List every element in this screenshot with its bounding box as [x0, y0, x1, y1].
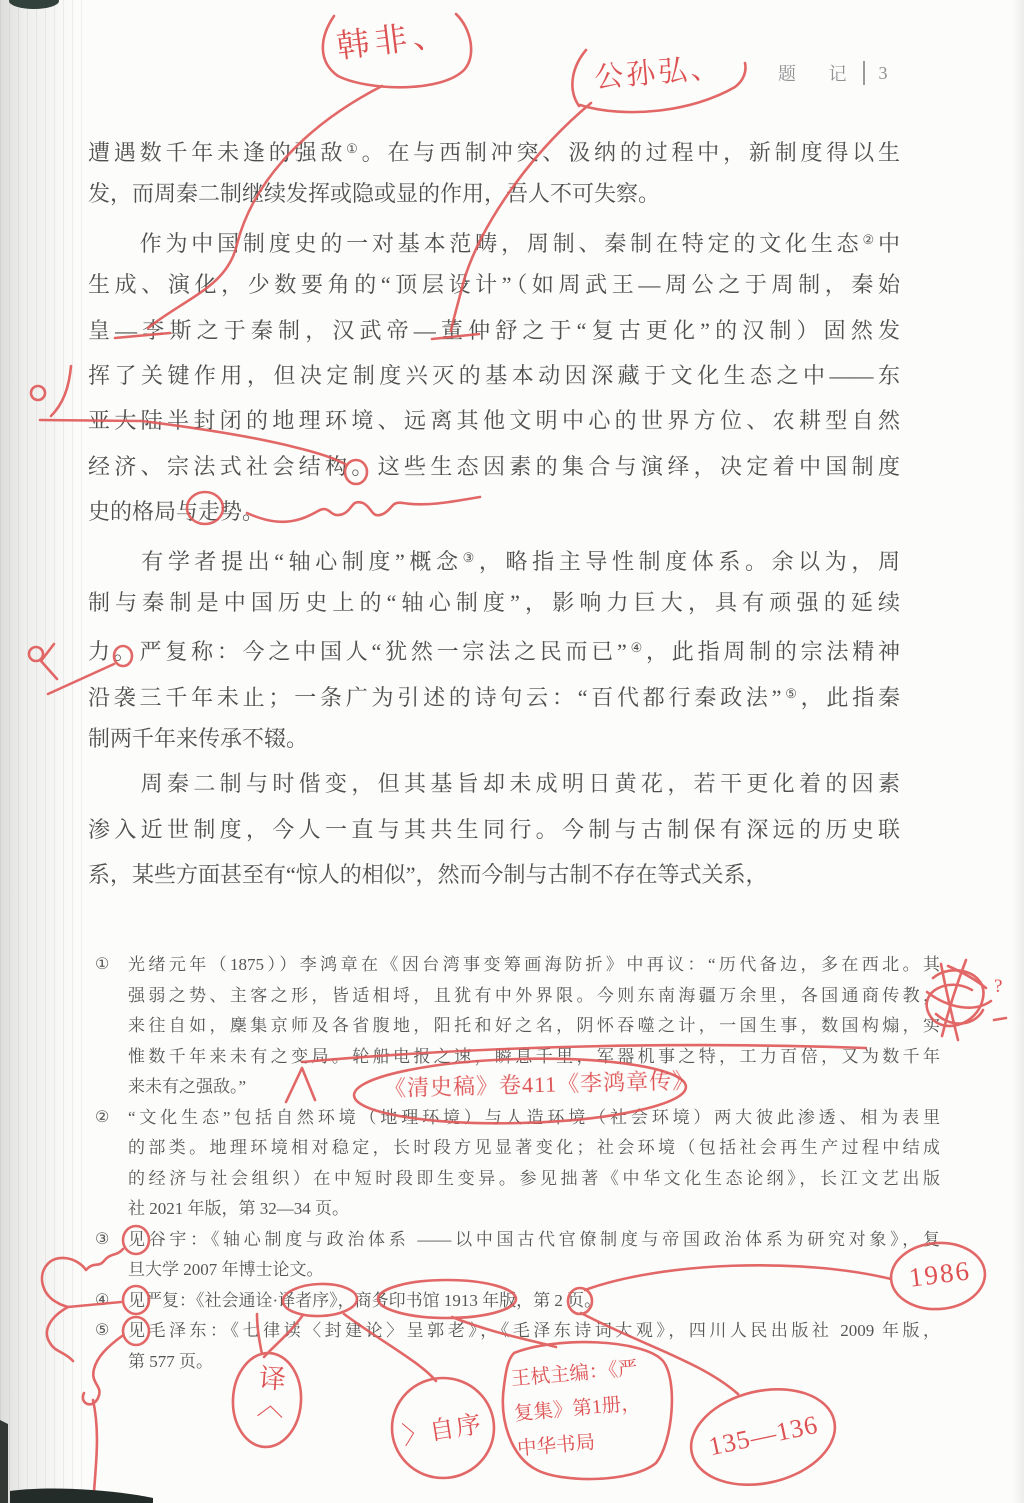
footnote-line: 见谷宇：《轴心制度与政治体系 ——以中国古代官僚制度与帝国政治体系为研究对象》，复 [128, 1229, 940, 1249]
handwritten-note-yi: 译〈 [252, 1362, 286, 1419]
body-line: 遭遇数千年未逢的强敌①。在与西制冲突、汲纳的过程中，新制度得以生 [88, 140, 900, 165]
margin-scribble-line4 [936, 1010, 983, 1024]
body-line: 经济、宗法式社会结构。这些生态因素的集合与演绎，决定着中国制度 [88, 453, 900, 479]
body-line: 皇—李斯之于秦制，汉武帝—董仲舒之于“复古更化”的汉制）固然发 [88, 317, 900, 343]
footnote-marker: ⑤ [95, 1322, 110, 1339]
footnote-marker: ② [95, 1108, 110, 1126]
margin-scribble-line1 [941, 964, 958, 1040]
footnote-line: 来未有之强敌。” [128, 1077, 247, 1096]
body-line: 史的格局与走势。 [88, 499, 265, 525]
footnote-line: 旦大学 2007 年博士论文。 [128, 1260, 324, 1279]
footnote-line: 的部类。地理环境相对稳定，长时段方见显著变化；社会环境（包括社会再生产过程中结成 [128, 1138, 940, 1157]
body-line: 沿袭三千年未止；一条广为引述的诗句云：“百代都行秦政法”⑤，此指秦 [88, 684, 900, 710]
body-line: 发，而周秦二制继续发挥或隐或显的作用，吾人不可失察。 [88, 181, 661, 207]
body-line: 生成、演化，少数要角的“顶层设计”（如周武王—周公之于周制，秦始 [88, 272, 900, 298]
book-binding-shadow [0, 0, 84, 1503]
handwritten-note-hanfei: 韩非、 [334, 16, 453, 66]
body-line: 挥了关键作用，但决定制度兴灭的基本动因深藏于文化生态之中——东 [88, 362, 900, 388]
footnote-line: 惟数千年来未有之变局。轮船电报之速，瞬息千里，军器机事之特，工力百倍，又为数千年 [128, 1046, 940, 1066]
handwritten-question-mark: ? [994, 976, 1003, 997]
footnote-line: 社 2021 年版，第 32—34 页。 [128, 1199, 349, 1218]
footnote-marker: ③ [95, 1230, 110, 1248]
footnote-marker: ④ [95, 1291, 110, 1309]
body-line: 系，某些方面甚至有“惊人的相似”，然而今制与古制不存在等式关系， [88, 862, 768, 888]
footnote-line: 的经济与社会组织）在中短时段即生变异。参见拙著《中华文化生态论纲》，长江文艺出版 [128, 1168, 940, 1188]
footnote-line: “文化生态”包括自然环境（地理环境）与人造环境（社会环境）两大彼此渗透、相为表里 [128, 1107, 940, 1127]
footnote-line: 见严复：《社会通诠·译者序》，商务印书馆 1913 年版，第 2 页。 [128, 1290, 602, 1310]
margin-scribble-line2 [942, 960, 966, 1036]
page-right-edge-shadow [1012, 0, 1024, 1503]
footnote-line: 第 577 页。 [128, 1351, 213, 1371]
body-line: 渗入近世制度，今人一直与其共生同行。今制与古制保有深远的历史联 [88, 816, 900, 842]
margin-web-long-line [93, 1400, 97, 1492]
footnote-line: 光绪元年（1875））李鸿章在《因台湾事变筹画海防折》中再议：“历代备边，多在西北。其 [128, 955, 940, 974]
footnote-line: 来往自如，麇集京师及各省腹地，阳托和好之名，阴怀吞噬之计，一国生事，数国构煽，实 [128, 1016, 940, 1035]
footnote [95, 1225, 940, 1286]
handwritten-note-gongsunhong: 公孙弘、 [593, 51, 724, 95]
footnote-marker: ① [95, 956, 110, 973]
question-underline [994, 1018, 1006, 1020]
footnote-line: 见毛泽东：《七律读〈封建论〉呈郭老》，《毛泽东诗词大观》，四川人民出版社 2009 年版， [128, 1321, 940, 1340]
handwritten-note-wangshi-citation: 王栻主编：《严复集》第1册，中华书局 [510, 1358, 642, 1461]
gongsunhong-underline-swoosh [580, 63, 746, 112]
footnote [95, 1316, 940, 1377]
hanfei-bubble-stroke [323, 14, 471, 87]
footnotes [95, 950, 940, 1377]
handwritten-note-pages: 135—136 [706, 1409, 821, 1462]
margin-scribble-line5 [948, 966, 986, 988]
gongsunhong-paren-stroke [572, 50, 586, 106]
running-head-title: 题 记 [778, 64, 861, 84]
body-line: 有学者提出“轴心制度”概念③，略指主导性制度体系。余以为，周 [88, 548, 901, 574]
footnote [95, 1286, 940, 1317]
page-number: 3 [878, 62, 889, 83]
body-text [88, 126, 900, 898]
pages-bubble [682, 1376, 845, 1498]
footnote [95, 950, 940, 1103]
handwritten-note-qingshigao-citation: 《清史稿》卷411《李鸿章传》 [383, 1067, 696, 1102]
body-line: 亚大陆半封闭的地理环境、远离其他文明中心的世界方位、农耕型自然 [88, 408, 900, 434]
handwritten-note-zixu: 〉自序 [400, 1410, 486, 1451]
running-head [778, 60, 889, 86]
zixu-bubble [392, 1378, 494, 1478]
footnote [95, 1103, 940, 1225]
footnote-line: 强弱之势、主客之形，皆适相埒，且犹有中外界限。今则东南海疆万余里，各国通商传教， [128, 985, 940, 1005]
header-divider [863, 61, 865, 85]
body-line: 制与秦制是中国历史上的“轴心制度”，影响力巨大，具有顽强的延续 [88, 589, 900, 615]
handwritten-note-year-1986: 1986 [907, 1255, 973, 1293]
body-line: 作为中国制度史的一对基本范畴，周制、秦制在特定的文化生态②中 [88, 230, 900, 256]
body-line: 周秦二制与时偕变，但其基旨却未成明日黄花，若干更化着的因素 [88, 771, 900, 797]
body-line: 力。严复称：今之中国人“犹然一宗法之民而已”④，此指周制的宗法精神 [88, 639, 901, 665]
body-line: 制两千年来传承不辍。 [88, 726, 309, 752]
